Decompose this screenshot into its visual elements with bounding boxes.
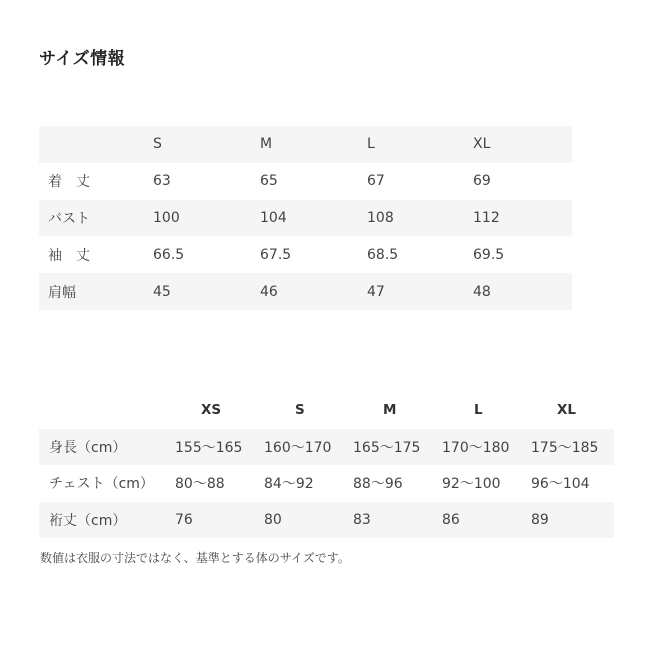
row-label: 裄丈（cm）: [49, 513, 127, 530]
row-label: チェスト（cm）: [49, 476, 154, 493]
table-row: [39, 200, 572, 237]
table-cell: 83: [353, 512, 371, 529]
header-cell-m: M: [383, 402, 397, 419]
table-cell: 65: [260, 173, 278, 190]
table-cell: 46: [260, 283, 278, 300]
header-cell-m: M: [260, 136, 273, 153]
table-cell: 89: [531, 512, 549, 529]
table-cell: 160〜170: [264, 439, 332, 456]
header-cell-s: S: [295, 402, 305, 419]
table-row: [39, 163, 572, 200]
header-cell-l: L: [474, 402, 483, 419]
garment-size-table: [39, 126, 572, 310]
table-cell: 104: [260, 209, 287, 226]
table-cell: 69.5: [473, 246, 505, 263]
table-row: [39, 502, 614, 539]
row-label: 肩幅: [48, 284, 76, 301]
table-cell: 108: [367, 209, 394, 226]
header-cell-s: S: [153, 136, 162, 153]
table-cell: 66.5: [153, 246, 185, 263]
table-cell: 170〜180: [442, 439, 510, 456]
page-title: サイズ情報: [39, 49, 126, 69]
table-cell: 80〜88: [175, 476, 225, 493]
table-cell: 69: [473, 173, 491, 190]
table-cell: 76: [175, 512, 193, 529]
table-cell: 68.5: [367, 246, 399, 263]
size-note: 数値は衣服の寸法ではなく、基準とする体のサイズです。: [40, 551, 350, 565]
table-cell: 88〜96: [353, 476, 403, 493]
table-cell: 84〜92: [264, 476, 314, 493]
row-label: 着 丈: [48, 174, 90, 191]
body-size-table: [39, 392, 614, 538]
table-cell: 67: [367, 173, 385, 190]
table-cell: 86: [442, 512, 460, 529]
table-cell: 155〜165: [175, 439, 243, 456]
table-row: [39, 273, 572, 310]
table-cell: 175〜185: [531, 439, 599, 456]
table-cell: 47: [367, 283, 385, 300]
table-cell: 96〜104: [531, 476, 590, 493]
table-cell: 45: [153, 283, 171, 300]
table-cell: 100: [153, 209, 180, 226]
table-header-row: [39, 126, 572, 163]
header-cell-l: L: [367, 136, 375, 153]
row-label: 身長（cm）: [49, 439, 127, 456]
table-cell: 67.5: [260, 246, 292, 263]
table-row: [39, 429, 614, 466]
row-label: バスト: [48, 210, 90, 227]
table-cell: 63: [153, 173, 171, 190]
table-header-row: [39, 392, 614, 429]
table-cell: 112: [473, 209, 500, 226]
header-cell-xs: XS: [201, 402, 222, 419]
table-cell: 80: [264, 512, 282, 529]
header-cell-xl: XL: [473, 136, 491, 153]
row-label: 袖 丈: [48, 247, 90, 264]
table-cell: 48: [473, 283, 491, 300]
table-cell: 92〜100: [442, 476, 501, 493]
header-cell-xl: XL: [557, 402, 577, 419]
table-cell: 165〜175: [353, 439, 421, 456]
table-row: [39, 236, 572, 273]
table-row: [39, 465, 614, 502]
